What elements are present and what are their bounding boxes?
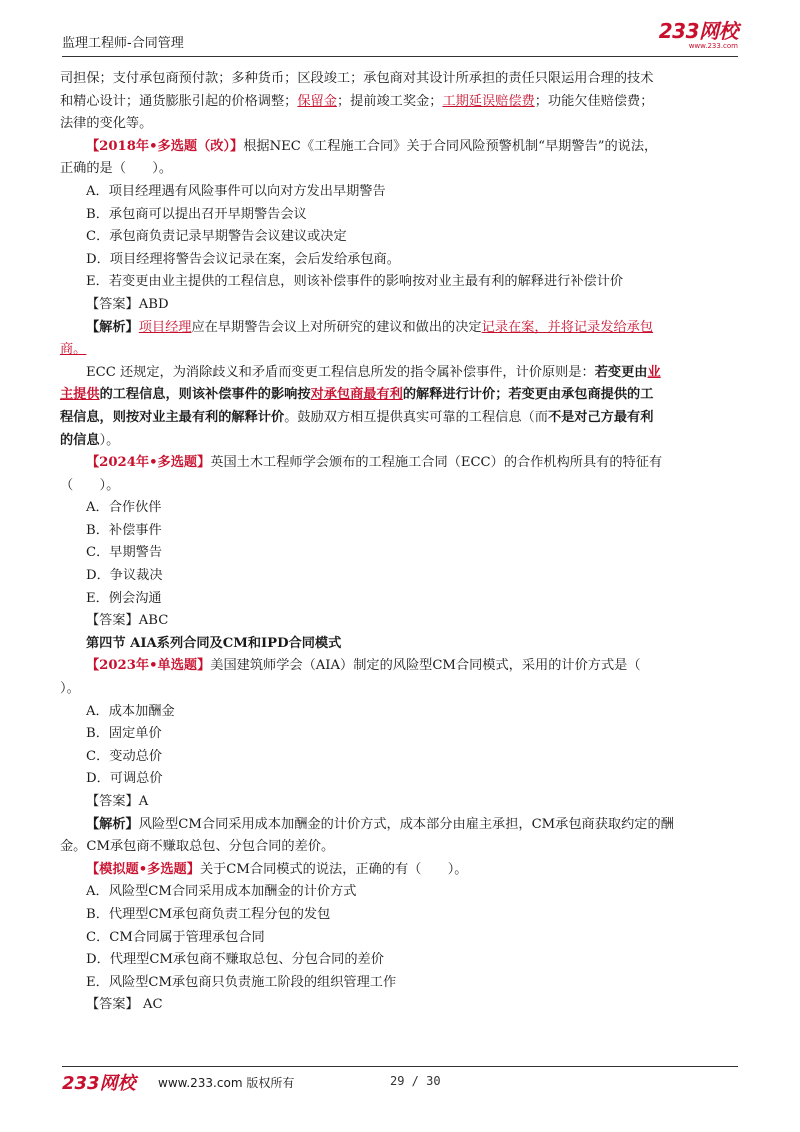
footer-logo[interactable]: 233网校 (62, 1073, 136, 1094)
option-d: D．争议裁决 (86, 568, 163, 584)
option-a: A．风险型CM合同采用成本加酬金的计价方式 (86, 884, 357, 900)
option-c: C．变动总价 (86, 748, 163, 764)
option-b: B．补偿事件 (86, 522, 162, 538)
option-c: C．承包商负责记录早期警告会议建议或决定 (86, 229, 347, 245)
option-b: B．代理型CM承包商负责工程分包的发包 (86, 906, 331, 922)
brand-logo[interactable] (659, 20, 738, 50)
question-stem-cont: （ ）。 (60, 477, 120, 493)
option-c: C．CM合同属于管理承包合同 (86, 929, 265, 945)
analysis: 【解析】项目经理应在早期警告会议上对所研究的建议和做出的决定记录在案，并将记录发给承包 商。 (60, 319, 654, 358)
page-body (60, 68, 740, 1017)
question-stem: 【2024年•多选题】英国土木工程师学会颁布的工程施工合同（ECC）的合作机构所具有的特征有 (86, 455, 663, 471)
answer: 【答案】 AC (86, 997, 163, 1013)
highlight-retention: 保留金 (297, 93, 337, 109)
option-e: E．若变更由业主提供的工程信息，则该补偿事件的影响按对业主最有利的解释进行补偿计价 (86, 274, 624, 290)
analysis: 【解析】风险型CM合同采用成本加酬金的计价方式，成本部分由雇主承担，CM承包商获取约定的酬 (86, 816, 674, 832)
question-tag: 【2023年•单选题】 (86, 658, 211, 674)
question-stem: 【模拟题•多选题】关于CM合同模式的说法，正确的有（ ）。 (86, 861, 468, 877)
document-title: 监理工程师-合同管理 (62, 36, 184, 51)
section-heading: 第四节 AIA系列合同及CM和IPD合同模式 (86, 635, 342, 651)
page-header (62, 19, 738, 57)
option-d: D．代理型CM承包商不赚取总包、分包合同的差价 (86, 952, 384, 968)
answer: 【答案】ABD (86, 296, 169, 312)
footer-copyright: www.233.com 版权所有 (158, 1076, 295, 1090)
question-stem-cont: ）。 (60, 681, 80, 697)
logo-url: www.233.com (688, 42, 738, 50)
option-a: A．成本加酬金 (86, 703, 175, 719)
answer: 【答案】ABC (86, 613, 169, 629)
question-stem: 【2023年•单选题】美国建筑师学会（AIA）制定的风险型CM合同模式，采用的计价方式是（ (86, 658, 641, 674)
question-tag: 【2024年•多选题】 (86, 455, 211, 471)
option-b: B．承包商可以提出召开早期警告会议 (86, 206, 307, 222)
option-d: D．可调总价 (86, 771, 163, 787)
option-a: A．项目经理遇有风险事件可以向对方发出早期警告 (86, 183, 386, 199)
question-tag: 【模拟题•多选题】 (86, 861, 200, 877)
highlight-delay-damages: 工期延误赔偿费 (442, 93, 535, 109)
option-a: A．合作伙伴 (86, 500, 162, 516)
page-number: 29 / 30 (390, 1074, 441, 1088)
option-c: C．早期警告 (86, 545, 163, 561)
analysis-cont: 金。CM承包商不赚取总包、分包合同的差价。 (60, 839, 335, 855)
ecc-paragraph: ECC 还规定，为消除歧义和矛盾而变更工程信息所发的指令属补偿事件，计价原则是：若变更由业 主提供的工程信息，则该补偿事件的影响按对承包商最有利的解释进行计价；若变更由承包商提供的工 程信息，则按对业主最有利的解释计价。鼓励双方相互提供真实可靠的工程信息（而不是对己方最有利 的信息）。 (60, 364, 661, 448)
question-stem: 【2018年•多选题（改）】根据NEC《工程施工合同》关于合同风险预警机制“早期警告”的说法， (86, 138, 658, 154)
answer: 【答案】A (86, 794, 149, 809)
logo-text: 233网校 (658, 19, 738, 43)
question-stem-cont: 正确的是（ ）。 (60, 161, 173, 177)
option-e: E．例会沟通 (86, 590, 162, 606)
option-e: E．风险型CM承包商只负责施工阶段的组织管理工作 (86, 974, 397, 990)
option-b: B．固定单价 (86, 726, 162, 742)
option-d: D．项目经理将警告会议记录在案，会后发给承包商。 (86, 251, 400, 267)
page-footer (62, 1066, 738, 1097)
question-tag: 【2018年•多选题（改）】 (86, 138, 244, 154)
intro-paragraph: 司担保；支付承包商预付款；多种货币；区段竣工；承包商对其设计所承担的责任只限运用合理的技术 和精心设计；通货膨胀引起的价格调整；保留金；提前竣工奖金；工期延误赔偿费；功能欠佳赔偿费； 法律的变化等。 (60, 71, 654, 132)
